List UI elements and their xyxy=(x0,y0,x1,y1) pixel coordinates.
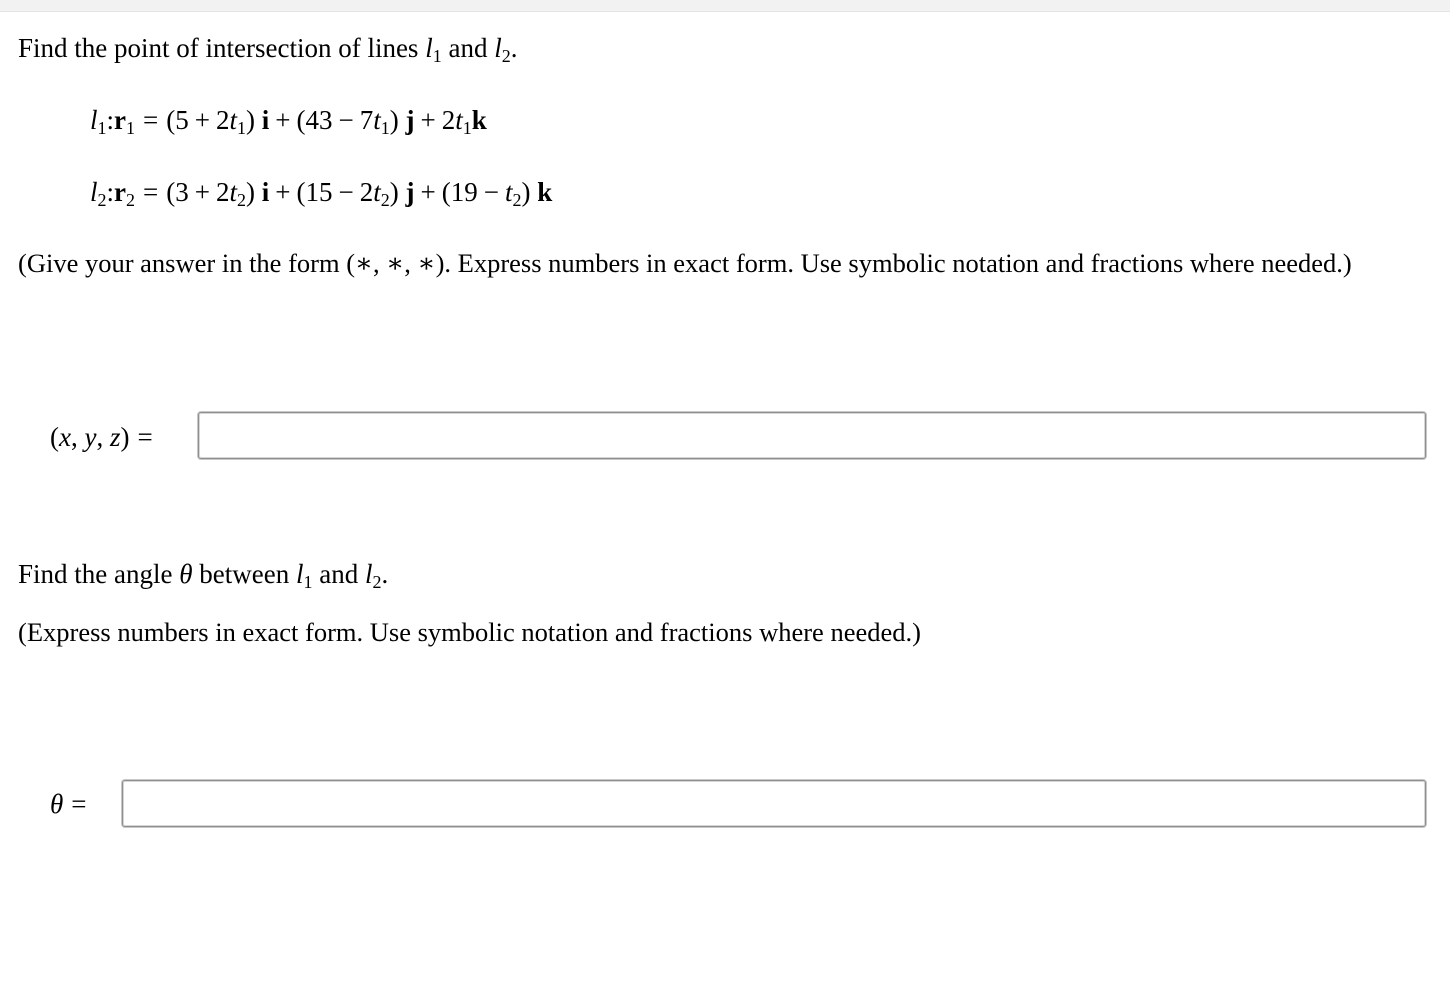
question1-prompt-text: Find the point of intersection of lines xyxy=(18,33,419,63)
eq2-coef2: 2 xyxy=(359,177,374,207)
angle-label-theta: θ xyxy=(50,789,64,819)
label-equals: = xyxy=(137,422,153,452)
and-word: and xyxy=(448,33,488,63)
eq2-line-sub: 2 xyxy=(97,190,107,210)
eq2-unit-j: j xyxy=(405,177,415,207)
eq2-plus2: + xyxy=(275,177,291,207)
eq2-term3-open: (19 xyxy=(441,177,478,207)
question2-prompt-text-b: between xyxy=(199,559,290,589)
eq1-param-t2-sub: 1 xyxy=(380,118,390,138)
eq1-param-t3: t xyxy=(455,105,463,135)
eq2-term2-close: ) xyxy=(389,177,399,207)
label-open-paren: ( xyxy=(50,422,59,452)
eq1-coef2: 7 xyxy=(359,105,374,135)
eq1-term1-close: ) xyxy=(246,105,255,135)
angle-input[interactable] xyxy=(122,780,1426,827)
eq1-unit-k: k xyxy=(471,105,487,135)
eq2-param-t2-sub: 2 xyxy=(380,190,390,210)
eq1-term2-open: (43 xyxy=(296,105,333,135)
eq1-coef3: 2 xyxy=(441,105,456,135)
q2-and-word: and xyxy=(319,559,359,589)
eq1-vector-sub: 1 xyxy=(126,118,136,138)
eq2-coef1: 2 xyxy=(215,177,230,207)
eq1-line-symbol: l xyxy=(90,105,98,135)
label-sep1: , xyxy=(70,422,85,452)
eq1-term2-close: ) xyxy=(389,105,399,135)
label-y: y xyxy=(84,422,97,452)
eq2-term1-open: (3 xyxy=(166,177,189,207)
eq1-line-sub: 1 xyxy=(97,118,107,138)
eq2-minus3: − xyxy=(483,177,499,207)
eq1-unit-i: i xyxy=(261,105,270,135)
q2-line-l2-subscript: 2 xyxy=(372,572,382,592)
prompt-period: . xyxy=(510,33,518,63)
label-close-paren: ) xyxy=(120,422,130,452)
eq2-term1-close: ) xyxy=(246,177,255,207)
eq2-plus1: + xyxy=(194,177,210,207)
eq2-plus3: + xyxy=(420,177,436,207)
label-sep2: , xyxy=(96,422,110,452)
eq1-plus2: + xyxy=(275,105,291,135)
question2-prompt-text-a: Find the angle xyxy=(18,559,173,589)
eq1-term1-open: (5 xyxy=(166,105,189,135)
eq1-param-t1-sub: 1 xyxy=(237,118,246,138)
eq2-vector-r: r xyxy=(114,177,127,207)
eq1-minus2: − xyxy=(338,105,354,135)
eq2-param-t3: t xyxy=(504,177,513,207)
eq2-term3-close: ) xyxy=(521,177,531,207)
eq1-equals: = xyxy=(143,105,159,135)
equation-l1 xyxy=(90,104,487,136)
eq1-param-t3-sub: 1 xyxy=(462,118,472,138)
eq1-plus1: + xyxy=(194,105,210,135)
angle-label-equals: = xyxy=(71,789,87,819)
intersection-point-input[interactable] xyxy=(198,412,1426,459)
q2-line-l1-symbol: l xyxy=(295,559,304,589)
eq2-unit-k: k xyxy=(537,177,553,207)
eq1-param-t1: t xyxy=(229,105,237,135)
eq2-vector-sub: 2 xyxy=(126,190,136,210)
label-x: x xyxy=(59,422,71,452)
q2-line-l1-subscript: 1 xyxy=(303,572,313,592)
label-z: z xyxy=(109,422,121,452)
eq1-vector-r: r xyxy=(114,105,127,135)
eq2-line-symbol: l xyxy=(90,177,98,207)
eq1-param-t2: t xyxy=(373,105,381,135)
line-l1-subscript: 1 xyxy=(432,46,442,66)
line-l2-subscript: 2 xyxy=(501,46,511,66)
eq2-param-t1: t xyxy=(229,177,237,207)
eq2-equals: = xyxy=(143,177,159,207)
q2-line-l2-symbol: l xyxy=(364,559,373,589)
question2-instructions: (Express numbers in exact form. Use symbolic notation and fractions where needed.) xyxy=(18,617,921,647)
intersection-answer-label xyxy=(50,421,161,453)
question1-instructions: (Give your answer in the form (∗, ∗, ∗). Express numbers in exact form. Use symbolic notation and fractions where needed.) xyxy=(18,248,1352,278)
eq2-unit-i: i xyxy=(261,177,270,207)
eq2-param-t2: t xyxy=(373,177,381,207)
eq1-colon: : xyxy=(106,105,115,135)
angle-answer-label xyxy=(50,788,95,820)
eq1-coef1: 2 xyxy=(215,105,230,135)
eq2-param-t3-sub: 2 xyxy=(512,190,522,210)
question1-prompt xyxy=(18,32,517,64)
q2-period: . xyxy=(381,559,389,589)
line-l2-symbol: l xyxy=(494,33,502,63)
eq2-colon: : xyxy=(106,177,115,207)
eq2-param-t1-sub: 2 xyxy=(237,190,246,210)
eq1-plus3: + xyxy=(420,105,436,135)
top-toolbar-strip xyxy=(0,0,1450,12)
question2-prompt xyxy=(18,558,388,590)
theta-symbol: θ xyxy=(179,559,193,589)
equation-l2 xyxy=(90,176,552,208)
eq2-term2-open: (15 xyxy=(296,177,333,207)
line-l1-symbol: l xyxy=(425,33,433,63)
eq1-unit-j: j xyxy=(405,105,415,135)
eq2-minus2: − xyxy=(338,177,354,207)
